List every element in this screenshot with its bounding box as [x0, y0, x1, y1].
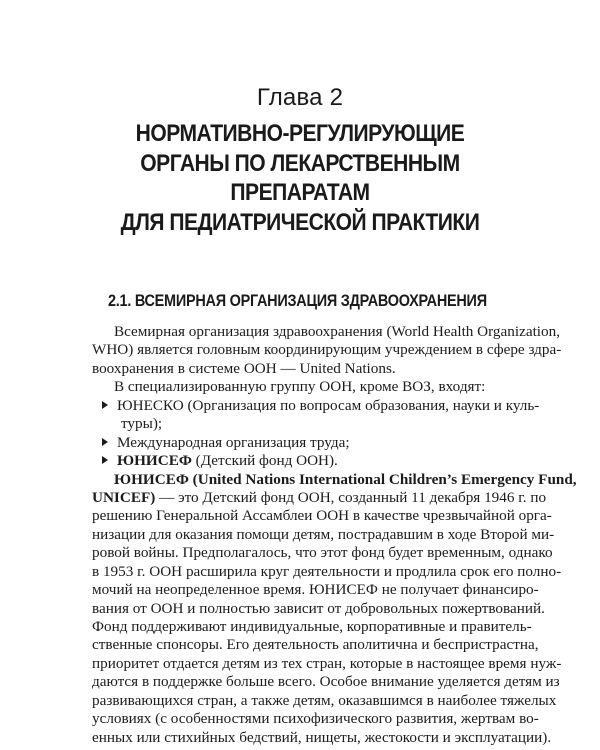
list-item-continuation: туры);	[121, 415, 163, 433]
paragraph-line: вания от ООН и полностью зависит от добровольных пожертвований.	[92, 599, 545, 617]
paragraph-line	[92, 488, 547, 507]
paragraph-line: енных или стихийных бедствий, нищеты, жестокости и эксплуатации).	[92, 728, 552, 746]
triangle-bullet-icon	[102, 456, 108, 464]
bold-term: UNICEF)	[92, 488, 156, 506]
list-item-text: Международная организация труда;	[117, 433, 350, 451]
chapter-title-line: ПРЕПАРАТАМ	[230, 179, 370, 206]
bold-term: ЮНИСЕФ (United Nations International Children’s Emergency Fund,	[114, 470, 577, 488]
paragraph-line: воохранения в системе ООН — United Nations.	[92, 359, 396, 377]
paragraph-line: приоритет отдается детям из тех стран, которые в настоящее время нуж-	[92, 654, 562, 672]
triangle-bullet-icon	[102, 401, 108, 409]
paragraph-line: низации для оказания помощи детям, пострадавшим в ходе Второй ми-	[92, 525, 555, 543]
paragraph-line: даются в поддержке больше всего. Особое внимание уделяется детям из	[92, 673, 560, 691]
paragraph-line: условиях (с особенностями психофизического развития, жертвам во-	[92, 710, 539, 728]
paragraph-line: В специализированную группу ООН, кроме ВОЗ, входят:	[114, 378, 486, 396]
chapter-title	[94, 119, 507, 237]
paragraph-line	[92, 470, 577, 489]
paragraph-line: в 1953 г. ООН расширила круг деятельности и продлила срок его полно-	[92, 562, 562, 580]
list-item	[92, 452, 512, 470]
triangle-bullet-icon	[102, 438, 108, 446]
paragraph-line: ровой войны. Предполагалось, что этот фонд будет временным, однако	[92, 544, 553, 562]
body-text	[92, 323, 577, 747]
list-item	[92, 434, 512, 452]
list-item-text: ЮНЕСКО (Организация по вопросам образования, науки и куль-	[117, 396, 540, 414]
list-item-text: (Детский фонд ООН).	[191, 452, 338, 470]
paragraph-text: — это Детский фонд ООН, созданный 11 декабря 1946 г. по	[155, 488, 547, 506]
chapter-title-line: ОРГАНЫ ПО ЛЕКАРСТВЕННЫМ	[140, 149, 460, 177]
paragraph-line: Всемирная организация здравоохранения (World Health Organization,	[114, 323, 560, 340]
paragraph-line: решению Генеральной Ассамблеи ООН в качестве чрезвычайной орга-	[92, 507, 552, 525]
list-item-bold-term: ЮНИСЕФ	[117, 452, 192, 470]
paragraph-line: Фонд поддерживают индивидуальные, корпоративные и правитель-	[92, 618, 532, 635]
chapter-title-line: ДЛЯ ПЕДИАТРИЧЕСКОЙ ПРАКТИКИ	[120, 208, 480, 236]
chapter-label: Глава 2	[256, 84, 344, 111]
paragraph-line: WHO) является головным координирующим учреждением в сфере здра-	[92, 341, 562, 359]
chapter-title-line: НОРМАТИВНО-РЕГУЛИРУЮЩИЕ	[135, 120, 465, 147]
paragraph-line: ственные спонсоры. Его деятельность аполитична и беспристрастна,	[92, 636, 539, 654]
list-item	[92, 396, 540, 415]
paragraph-line: развивающихся стран, а также детям, оказавшимся в наиболее тяжелых	[92, 691, 557, 709]
paragraph-line: мочий на неопределенное время. ЮНИСЕФ не получает финансирo-	[92, 581, 539, 599]
section-title: 2.1. ВСЕМИРНАЯ ОРГАНИЗАЦИЯ ЗДРАВООХРАНЕНИЯ	[108, 291, 487, 310]
